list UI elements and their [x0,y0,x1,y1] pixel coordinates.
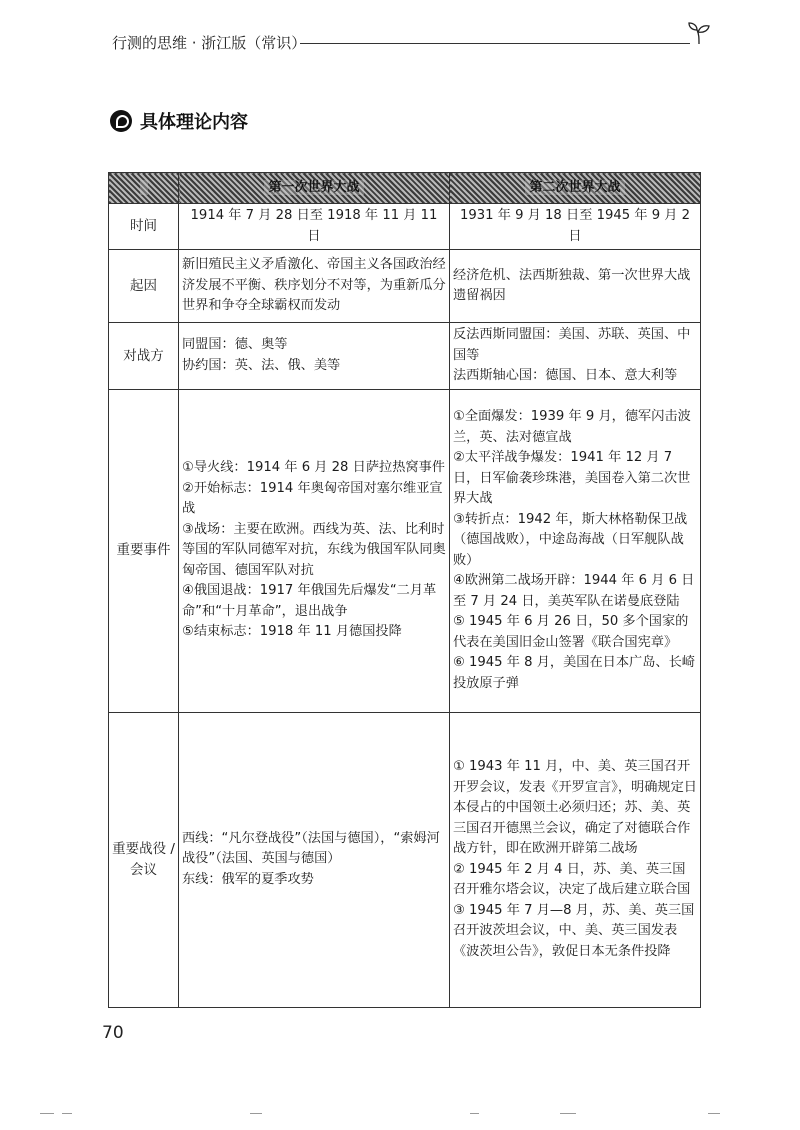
ww1-sides [179,323,450,390]
ww2-conference-item: ③ 1945 年 7 月—8 月，苏、美、英三国召开波茨坦会议，中、美、英三国发表《波茨坦公告》，敦促日本无条件投降 [453,902,695,959]
table-row-time [109,204,701,250]
ww1-battles [179,712,450,1007]
ww2-event-item: ④欧洲第二战场开辟：1944 年 6 月 6 日至 7 月 24 日，美英军队在诺曼底登陆 [453,573,695,609]
ww1-cause: 新旧殖民主义矛盾激化、帝国主义各国政治经济发展不平衡、秩序划分不对等，为重新瓜分世界和争夺全球霸权而发动 [179,250,450,323]
ww1-event-item: ⑤结束标志：1918 年 11 月德国投降 [182,624,402,640]
row-label-battles: 重要战役 / 会议 [109,712,179,1007]
section-title: 具体理论内容 [140,112,248,133]
page-number: 70 [102,1023,124,1043]
pencil-circle-icon [110,110,132,132]
header-cell-ww1: 第一次世界大战 [179,173,450,204]
ww2-event-item: ③转折点：1942 年，斯大林格勒保卫战（德国战败），中途岛海战（日军舰队战败） [453,511,688,568]
header-cell-corner [109,173,179,204]
header-rule [300,43,690,44]
ww2-event-item: ②太平洋战争爆发：1941 年 12 月 7 日，日军偷袭珍珠港，美国卷入第二次世界大战 [453,450,691,506]
ww1-event-item: ②开始标志：1914 年奥匈帝国对塞尔维亚宣战 [182,480,443,517]
scan-artifacts [0,1105,800,1125]
ww2-event-item: ⑥ 1945 年 8 月，美国在日本广岛、长崎投放原子弹 [453,655,695,691]
row-label-time: 时间 [109,204,179,250]
ww1-side-entente: 协约国：英、法、俄、美等 [182,357,341,373]
ww2-conference-item: ① 1943 年 11 月，中、美、英三国召开开罗会议，发表《开罗宣言》，明确规定日本侵占的中国领土必须归还；苏、美、英三国召开德黑兰会议，确定了对德联合作战方针，即在欧洲开辟第二战场 [453,759,697,856]
table-header-row [109,173,701,204]
ww2-side-allies: 反法西斯同盟国：美国、苏联、英国、中国等 [453,327,691,363]
ww2-conference-item: ② 1945 年 2 月 4 日，苏、美、英三国召开雅尔塔会议，决定了战后建立联合国 [453,861,691,897]
ww1-time: 1914 年 7 月 28 日至 1918 年 11 月 11 日 [179,204,450,250]
ww2-side-axis: 法西斯轴心国：德国、日本、意大利等 [453,368,678,383]
row-label-events: 重要事件 [109,389,179,712]
table-row-events [109,389,701,712]
ww1-battle-item: 西线：“凡尔登战役”（法国与德国），“索姆河战役”（法国、英国与德国） [182,830,440,867]
ww1-events [179,389,450,712]
comparison-table [108,172,701,1008]
ww1-event-item: ③战场：主要在欧洲。西线为英、法、比利时等国的军队同德军对抗，东线为俄国军队同奥匈帝国、德国军队对抗 [182,521,446,578]
ww2-events [450,389,701,712]
table-row-cause [109,250,701,323]
ww1-side-central: 同盟国：德、奥等 [182,337,288,353]
ww2-sides [450,323,701,390]
header-cell-ww2: 第二次世界大战 [450,173,701,204]
running-header [112,28,712,58]
ww2-cause: 经济危机、法西斯独裁、第一次世界大战遗留祸因 [450,250,701,323]
ww2-battles [450,712,701,1007]
row-label-cause: 起因 [109,250,179,323]
table-row-battles [109,712,701,1007]
table-row-sides [109,323,701,390]
ww2-time: 1931 年 9 月 18 日至 1945 年 9 月 2 日 [450,204,701,250]
ww1-battle-item: 东线：俄军的夏季攻势 [182,871,314,887]
sprout-icon [686,20,712,46]
book-title: 行测的思维 · 浙江版（常识） [112,34,307,52]
ww2-event-item: ⑤ 1945 年 6 月 26 日，50 多个国家的代表在美国旧金山签署《联合国宪章》 [453,614,689,650]
ww2-event-item: ①全面爆发：1939 年 9 月，德军闪击波兰，英、法对德宣战 [453,409,691,445]
row-label-sides: 对战方 [109,323,179,390]
ww1-event-item: ①导火线：1914 年 6 月 28 日萨拉热窝事件 [182,460,445,476]
ww1-event-item: ④俄国退战：1917 年俄国先后爆发“二月革命”和“十月革命”，退出战争 [182,583,437,619]
section-heading [110,108,248,134]
